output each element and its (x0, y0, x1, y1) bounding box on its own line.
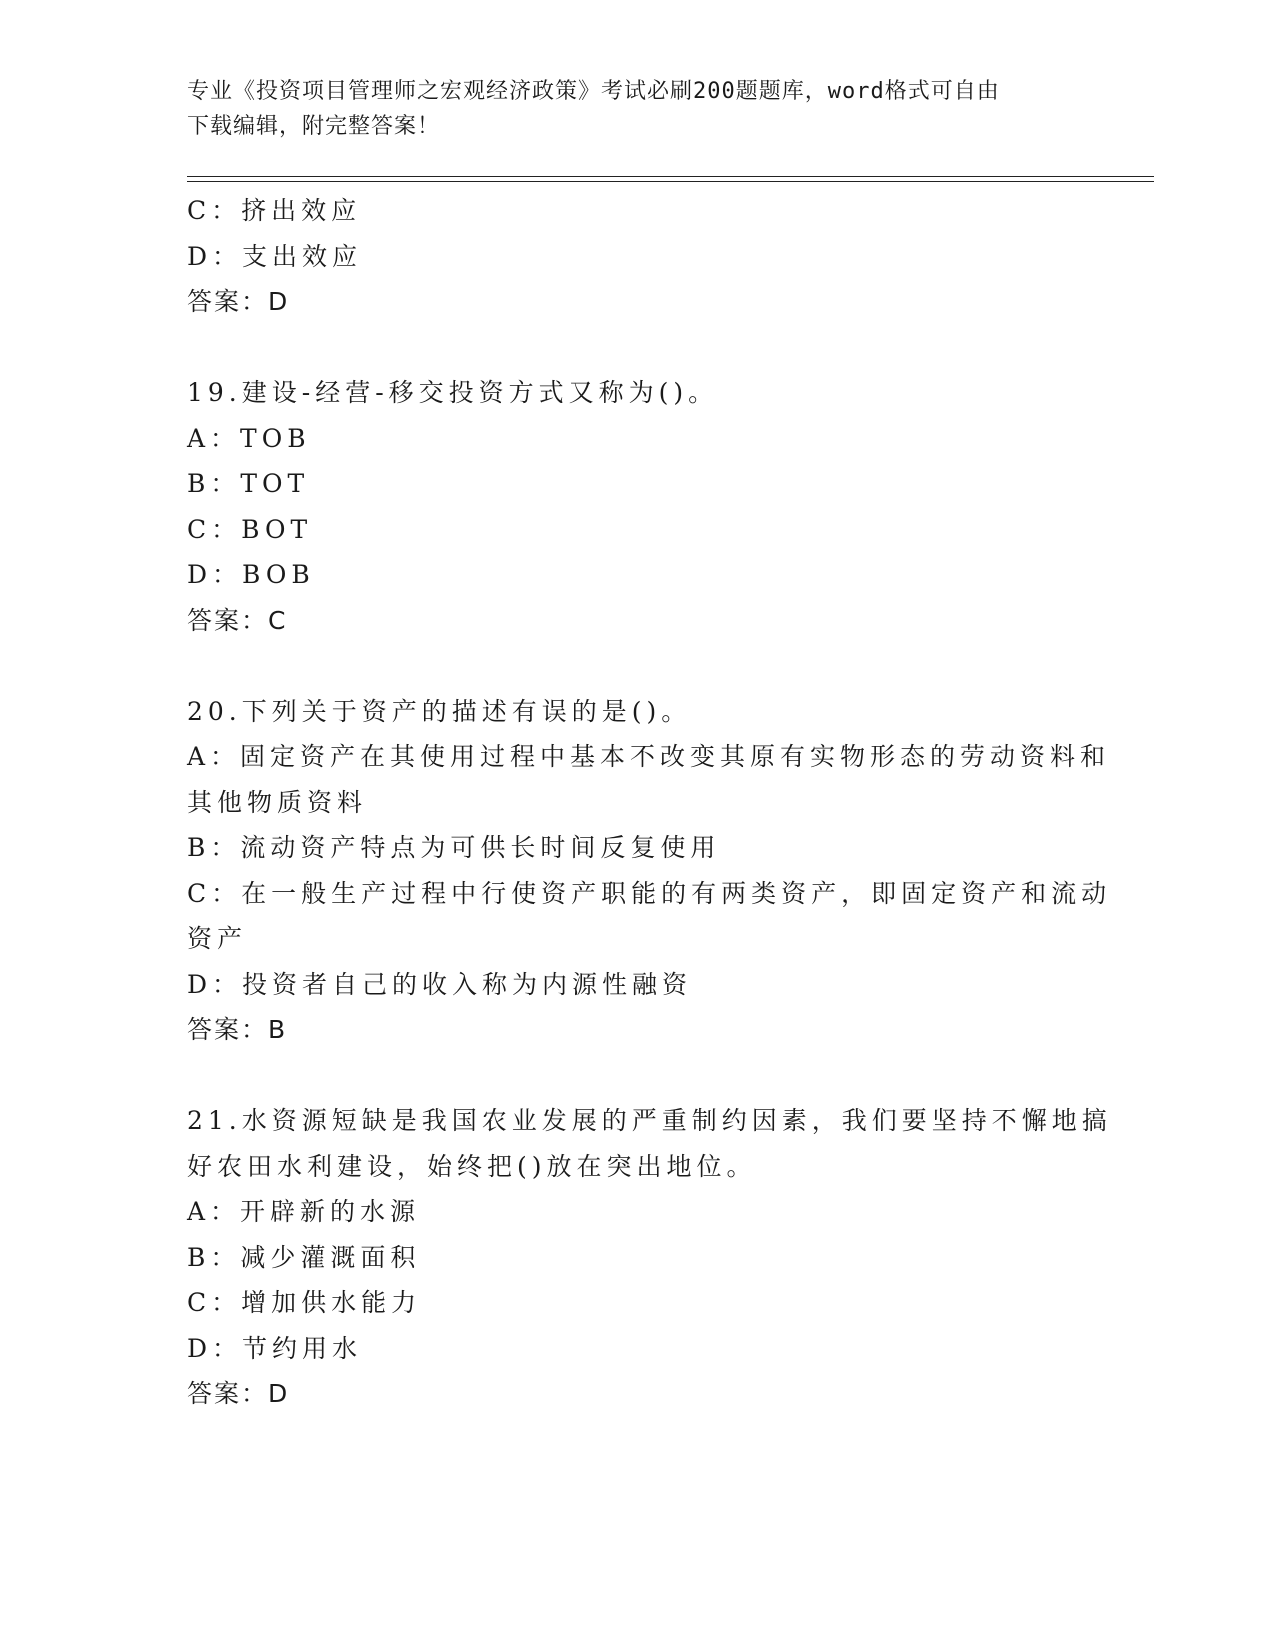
question-stem: 19.建设-经营-移交投资方式又称为()。 (187, 378, 719, 407)
answer-line: 答案：C (187, 605, 288, 635)
option-d: D：支出效应 (187, 241, 363, 271)
option-c: C：BOT (187, 514, 313, 544)
spacer (187, 1053, 1067, 1099)
question-stem: 20.下列关于资产的描述有误的是()。 (187, 696, 692, 726)
question-stem-line-2: 好农田水利建设，始终把()放在突出地位。 (187, 1151, 757, 1181)
question-19-block (187, 370, 1067, 643)
option-b: B：减少灌溉面积 (187, 1242, 421, 1272)
option-a: A：开辟新的水源 (187, 1197, 421, 1226)
question-20-block (187, 689, 1112, 1053)
answer-line: 答案：B (187, 1015, 288, 1044)
question-21-block (187, 1098, 1112, 1417)
option-d: D：投资者自己的收入称为内源性融资 (187, 969, 693, 999)
answer-line: 答案：D (187, 287, 290, 316)
option-c: C：增加供水能力 (187, 1288, 422, 1317)
spacer (187, 325, 1067, 371)
option-b: B：流动资产特点为可供长时间反复使用 (187, 833, 721, 862)
option-a: A：TOB (187, 423, 311, 453)
header-divider-bottom (187, 181, 1154, 182)
question-stem-line-1: 21.水资源短缺是我国农业发展的严重制约因素，我们要坚持不懈地搞 (187, 1106, 1112, 1135)
option-c: C：挤出效应 (187, 196, 362, 225)
option-a-line-1: A：固定资产在其使用过程中基本不改变其原有实物形态的劳动资料和 (187, 742, 1111, 771)
question-list (187, 188, 1112, 1417)
answer-line: 答案：D (187, 1379, 290, 1408)
page-header (187, 74, 1067, 144)
option-d: D：节约用水 (187, 1333, 363, 1363)
option-c-line-2: 资产 (187, 924, 248, 953)
option-a-line-2: 其他物质资料 (187, 787, 368, 817)
header-divider-top (187, 176, 1154, 177)
previous-question-block (187, 188, 1067, 325)
option-c-line-1: C：在一般生产过程中行使资产职能的有两类资产，即固定资产和流动 (187, 878, 1112, 908)
header-title-line-1: 专业《投资项目管理师之宏观经济政策》考试必刷200题题库，word格式可自由 (187, 79, 1000, 104)
header-title-line-2: 下载编辑，附完整答案！ (187, 114, 441, 139)
spacer (187, 643, 1067, 689)
option-d: D：BOB (187, 560, 315, 589)
option-b: B：TOT (187, 469, 310, 498)
